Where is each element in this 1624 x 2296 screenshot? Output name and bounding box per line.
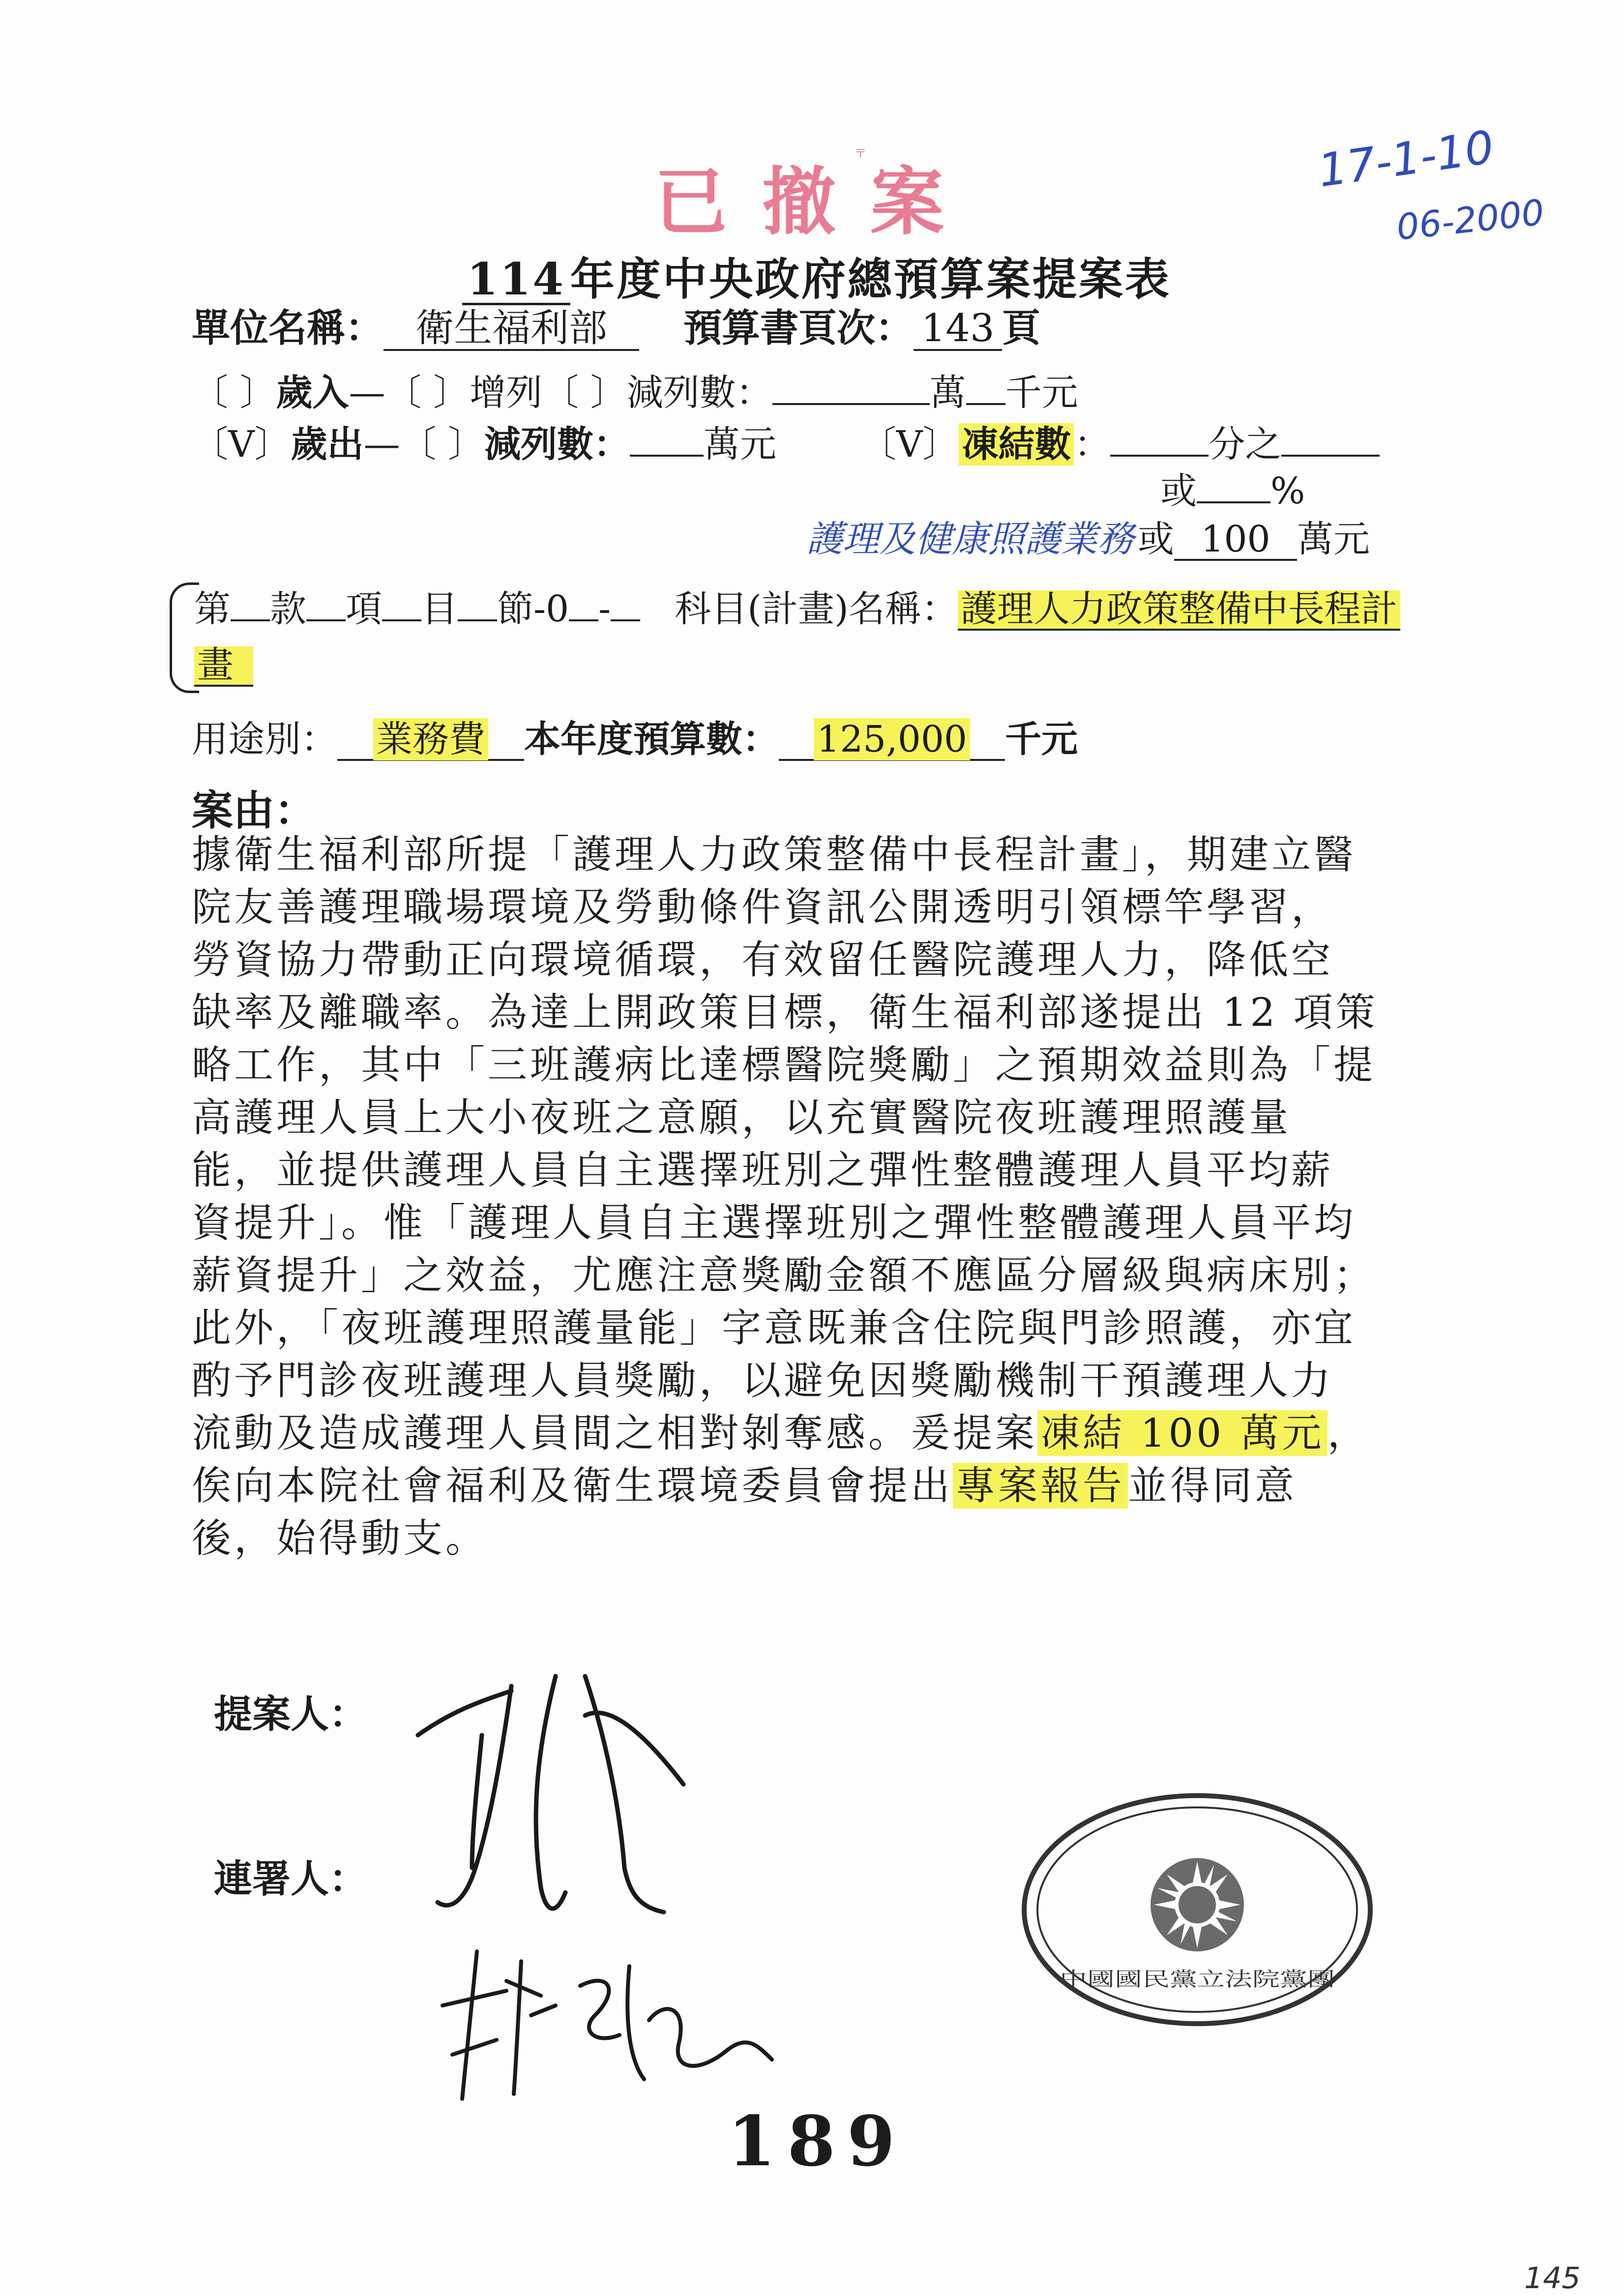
case-heading: 案由： [192,786,316,835]
case-line-12-text: 流動及造成護理人員間之相對剝奪感。爰提案 [192,1410,1037,1456]
freeze-highlight: 凍結 100 萬元 [1037,1410,1328,1456]
unit-label: 單位名稱： [192,306,384,350]
percent-sign: % [1270,470,1305,512]
subject-name-line2: 畫 [194,646,253,687]
freeze-amount: 100 [1174,521,1297,561]
withdrawn-stamp: 已撤案 [654,159,979,245]
revenue-dash: — [349,372,385,414]
revenue-label: 歲入 [276,372,349,414]
case-line: 高護理人員上大小夜班之意願，以充實醫院夜班護理照護量 [192,1095,1291,1140]
party-seal [1018,1789,1377,2030]
case-line: 據衛生福利部所提「護理人力政策整備中長程計畫」，期建立醫 [192,832,1356,877]
freeze-label: 凍結數 [959,423,1074,465]
subject-row [194,580,1400,632]
section-blank-2 [611,619,640,621]
unit-value: 衛生福利部 [384,309,639,351]
case-line-13-text: 俟向本院社會福利及衛生環境委員會提出 [192,1463,953,1509]
stamp-mark: 〒 [855,146,866,160]
handwritten-date-line2: 06-2000 [1394,191,1546,248]
usage-value-wrap [337,718,524,761]
usage-row [192,710,1078,762]
page-number: 189 [728,2101,907,2182]
budget-label: 本年度預算數： [524,718,779,760]
handwritten-date-line1: 17-1-10 [1315,120,1497,198]
mu-blank [382,619,421,621]
freeze-colon: ： [1074,423,1111,465]
decrease-checkbox: 〔 〕 [542,372,627,414]
page-value: 143 [914,309,1002,351]
expense-decrease-label: 減列數： [484,423,630,465]
case-line-12-end: ， [1327,1410,1370,1456]
freeze-numerator-blank [1281,455,1380,457]
expense-decrease-checkbox: 〔 〕 [400,423,484,465]
cosigner-label: 連署人： [214,1857,368,1901]
case-line [192,1459,1411,1512]
jie-blank [458,619,497,621]
case-line: 缺率及離職率。為達上開政策目標，衛生福利部遂提出 12 項策 [192,989,1378,1035]
case-line: 勞資協力帶動正向環境循環，有效留任醫院護理人力，降低空 [192,937,1333,983]
freeze-denominator-blank [1110,455,1209,457]
revenue-checkbox: 〔 〕 [192,372,276,414]
expense-dash: — [363,423,400,465]
kuan-label: 款 [270,588,306,630]
case-line: 酌予門診夜班護理人員獎勵，以避免因獎勵機制干預護理人力 [192,1358,1333,1403]
title-year: 114 [462,256,570,305]
subject-name-line1: 護理人力政策整備中長程計 [958,590,1400,631]
section-value: -0 [533,588,569,630]
section-blank-1 [569,619,598,621]
case-line [192,1407,1411,1459]
usage-value: 業務費 [373,718,488,760]
budget-value-wrap [779,718,1005,761]
proposer-label: 提案人： [214,1692,368,1737]
corner-number: 145 [1524,2261,1581,2296]
increase-checkbox: 〔 〕 [385,372,470,414]
case-line: 能，並提供護理人員自主選擇班別之彈性整體護理人員平均薪 [192,1147,1333,1193]
page-suffix: 頁 [1002,306,1041,350]
or-label-2: 或 [1138,518,1174,560]
report-highlight: 專案報告 [953,1463,1128,1509]
case-line-13-end: 並得同意 [1128,1463,1297,1509]
expense-row [192,415,1380,467]
section-dash: - [598,588,611,630]
budget-value: 125,000 [814,718,970,760]
page-label: 預算書頁次： [683,306,914,350]
xiang-blank [306,619,346,621]
proposer-signature [408,1657,713,1932]
case-line: 後，始得動支。 [192,1515,488,1561]
subject-prefix: 第 [194,588,231,630]
handwritten-item: 護理及健康照護業務 [806,518,1134,560]
case-line: 院友善護理職場環境及勞動條件資訊公開透明引領標竿學習， [192,884,1333,930]
title-text: 年度中央政府總預算案提案表 [570,253,1171,305]
case-line: 此外，「夜班護理照護量能」字意既兼含住院與門診照護，亦宜 [192,1305,1356,1351]
or-percent-row [1160,462,1305,514]
case-line: 資提升」。惟「護理人員自主選擇班別之彈性整體護理人員平均 [192,1200,1356,1246]
or-label: 或 [1160,470,1197,512]
revenue-amount-blank-2 [966,403,1005,405]
increase-label: 增列 [470,372,543,414]
kuan-blank [231,619,270,621]
case-line: 薪資提升」之效益，尤應注意獎勵金額不應區分層級與病床別； [192,1252,1376,1298]
expense-label: 歲出 [291,423,364,465]
subject-row-2 [194,644,253,687]
jie-label: 節 [497,588,533,630]
mu-label: 目 [421,588,458,630]
expense-decrease-blank [630,455,704,457]
percent-blank [1197,501,1270,503]
revenue-unit-wan: 萬 [929,372,966,414]
freeze-fraction: 分之 [1209,423,1282,465]
xiang-label: 項 [346,588,382,630]
decrease-label: 減列數： [626,372,772,414]
freeze-unit: 萬元 [1297,518,1370,560]
unit-row [192,297,1040,352]
expense-checkbox: 〔V〕 [192,423,291,465]
revenue-row [192,364,1078,416]
case-body [192,828,1411,1565]
freeze-amount-row [806,510,1370,562]
revenue-amount-blank [772,403,930,405]
freeze-checkbox: 〔V〕 [859,423,959,465]
usage-label: 用途別： [192,718,337,760]
subject-name-label: 科目(計畫)名稱： [675,588,958,630]
budget-unit: 千元 [1005,718,1078,760]
expense-unit: 萬元 [703,423,776,465]
revenue-unit-thousand: 千元 [1005,372,1078,414]
case-line: 略工作，其中「三班護病比達標醫院獎勵」之預期效益則為「提 [192,1042,1376,1088]
cosigner-signature [433,1932,777,2109]
seal-text: 中國國民黨立法院黨團 [1060,1968,1335,1991]
